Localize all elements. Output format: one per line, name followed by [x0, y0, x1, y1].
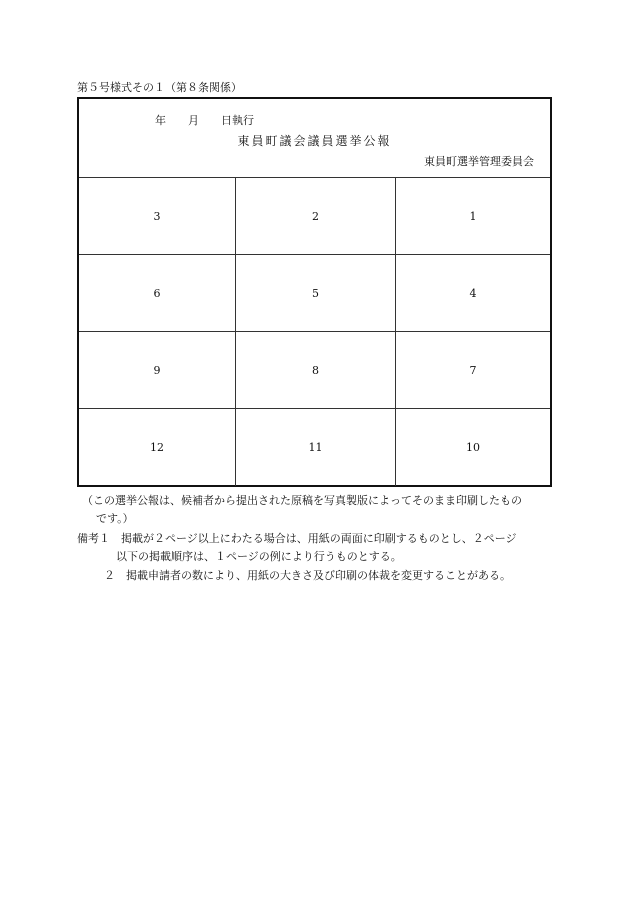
- issue-year-label: 年: [155, 114, 166, 127]
- remark-2: ２ 掲載申請者の数により、用紙の大きさ及び印刷の体裁を変更することがある。: [104, 569, 511, 582]
- form-label: 第５号様式その１（第８条関係）: [77, 81, 242, 94]
- grid-cell: 7: [396, 332, 550, 409]
- bulletin-title: 東員町議会議員選挙公報: [237, 134, 392, 148]
- caption-line-1: （この選挙公報は、候補者から提出された原稿を写真製版によってそのまま印刷したもの: [82, 494, 522, 507]
- bulletin-header: [79, 99, 550, 178]
- caption-line-2: です。）: [96, 512, 134, 525]
- grid-cell: 11: [236, 409, 396, 486]
- grid-cell: 10: [466, 441, 480, 454]
- election-bulletin-layout: [77, 97, 552, 487]
- remark-1-line-1: 備考１ 掲載が２ページ以上にわたる場合は、用紙の両面に印刷するものとし、２ページ: [77, 532, 517, 545]
- issue-day-label: 日執行: [221, 114, 254, 127]
- remark-1-line-2: 以下の掲載順序は、１ページの例により行うものとする。: [116, 550, 402, 563]
- grid-cell: 5: [236, 255, 396, 332]
- grid-cell: 1: [396, 178, 550, 255]
- publisher-name: 東員町選挙管理委員会: [424, 155, 534, 168]
- grid-cell: 8: [236, 332, 396, 409]
- grid-cell: 2: [236, 178, 396, 255]
- grid-cell: 3: [79, 178, 236, 255]
- grid-cell: 12: [79, 409, 236, 486]
- grid-cell: 9: [79, 332, 236, 409]
- issue-date: [155, 112, 254, 128]
- grid-cell: 4: [396, 255, 550, 332]
- issue-month-label: 月: [188, 114, 199, 127]
- grid-cell: 6: [79, 255, 236, 332]
- candidate-grid: [79, 178, 550, 486]
